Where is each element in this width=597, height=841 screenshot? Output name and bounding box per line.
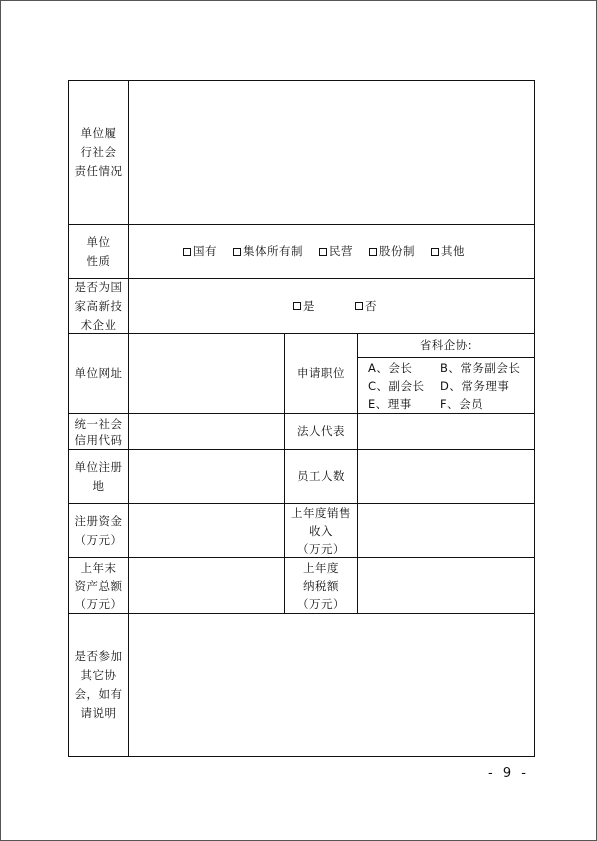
reg-capital-label	[69, 504, 128, 557]
position-option-e[interactable]: E、理事	[368, 397, 412, 411]
checkbox[interactable]	[233, 248, 241, 256]
label-line: 性质	[86, 253, 111, 268]
label-line: 其它协	[80, 668, 117, 682]
label-line: 请说明	[80, 706, 117, 720]
last-year-sales-label	[285, 504, 357, 557]
social-responsibility-field[interactable]	[129, 81, 534, 224]
unit-nature-options	[129, 225, 534, 278]
reg-address-field[interactable]	[129, 450, 284, 503]
checkbox[interactable]	[369, 248, 377, 256]
hightech-option-no[interactable]	[355, 297, 377, 316]
checkbox[interactable]	[355, 302, 363, 310]
credit-code-label	[69, 414, 128, 449]
label-line: 收入	[309, 523, 333, 538]
label-line: （万元）	[297, 541, 345, 556]
label-line: 单位注册	[74, 459, 123, 474]
nature-option-joint-stock[interactable]	[369, 242, 415, 261]
total-assets-label	[69, 558, 128, 613]
unit-nature-label	[69, 225, 128, 278]
position-option-f[interactable]: F、会员	[440, 397, 484, 411]
page-number: - 9 -	[488, 766, 529, 781]
option-label: 否	[365, 298, 377, 313]
option-label: 股份制	[379, 244, 415, 258]
label-line: 地	[92, 478, 105, 493]
website-label: 单位网址	[74, 366, 123, 380]
label-line: 单位	[86, 234, 111, 249]
label-line: 行社会	[80, 145, 117, 159]
nature-option-collective[interactable]	[233, 242, 303, 261]
hightech-option-yes[interactable]	[293, 297, 315, 316]
credit-code-field[interactable]	[129, 414, 284, 449]
association-title: 省科企协:	[419, 338, 473, 352]
option-label: 其他	[441, 244, 465, 258]
last-year-sales-field[interactable]	[358, 504, 534, 557]
row-divider	[357, 357, 535, 358]
label-line: （万元）	[74, 596, 123, 611]
label-line: 纳税额	[303, 578, 339, 593]
last-year-tax-label	[285, 558, 357, 613]
checkbox[interactable]	[319, 248, 327, 256]
option-label: 是	[303, 298, 315, 313]
option-label: 集体所有制	[243, 244, 303, 258]
reg-address-label	[69, 450, 128, 503]
apply-position-label: 申请职位	[297, 366, 345, 380]
label-line: 术企业	[80, 317, 117, 332]
legal-rep-field[interactable]	[358, 414, 534, 449]
total-assets-field[interactable]	[129, 558, 284, 613]
label-line: 责任情况	[74, 164, 123, 178]
position-option-c[interactable]: C、副会长	[368, 379, 425, 393]
option-label: 民营	[329, 244, 353, 258]
label-line: 单位履	[80, 126, 117, 140]
table-border-right	[534, 80, 535, 757]
checkbox[interactable]	[183, 248, 191, 256]
label-line: 家高新技	[74, 298, 123, 313]
label-line: （万元）	[74, 532, 123, 547]
nature-option-state-owned[interactable]	[183, 242, 217, 261]
nature-option-private[interactable]	[319, 242, 353, 261]
table-border-bottom	[68, 756, 535, 757]
other-association-field[interactable]	[129, 614, 534, 756]
legal-rep-label: 法人代表	[297, 424, 345, 438]
label-line: 资产总额	[74, 578, 123, 593]
label-line: 信用代码	[74, 432, 123, 447]
label-line: 是否参加	[74, 649, 123, 663]
hightech-label	[69, 279, 128, 333]
nature-option-other[interactable]	[431, 242, 465, 261]
position-option-a[interactable]: A、会长	[368, 361, 413, 375]
label-line: 注册资金	[74, 513, 123, 528]
website-field[interactable]	[129, 334, 284, 413]
position-option-d[interactable]: D、常务理事	[440, 379, 510, 393]
social-responsibility-label	[69, 81, 128, 224]
label-line: 上年度销售	[291, 505, 351, 520]
employee-count-field[interactable]	[358, 450, 534, 503]
option-label: 国有	[193, 244, 217, 258]
label-line: 是否为国	[74, 279, 123, 294]
reg-capital-field[interactable]	[129, 504, 284, 557]
last-year-tax-field[interactable]	[358, 558, 534, 613]
label-line: 统一社会	[74, 416, 123, 431]
other-association-label	[69, 614, 128, 756]
checkbox[interactable]	[293, 302, 301, 310]
label-line: （万元）	[297, 596, 345, 611]
checkbox[interactable]	[431, 248, 439, 256]
position-option-b[interactable]: B、常务副会长	[440, 361, 521, 375]
label-line: 上年末	[80, 560, 117, 575]
hightech-options	[129, 279, 534, 333]
employee-count-label: 员工人数	[297, 469, 345, 483]
label-line: 上年度	[303, 560, 339, 575]
label-line: 会，如有	[74, 687, 123, 701]
